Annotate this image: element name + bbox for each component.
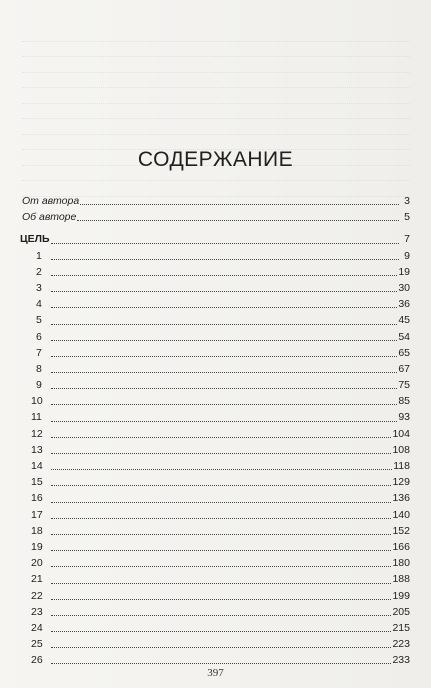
toc-chapter-number: 23 <box>31 605 43 618</box>
dot-leader <box>51 484 391 486</box>
toc-row-chapter <box>20 329 410 345</box>
toc-chapter-number: 19 <box>31 540 43 553</box>
dot-leader <box>51 339 397 341</box>
toc-chapter-number: 18 <box>31 524 43 537</box>
toc-page: 93 <box>398 411 410 424</box>
toc-row-chapter <box>20 474 410 490</box>
toc-row-chapter <box>20 604 410 620</box>
toc-chapter-number: 9 <box>36 379 42 392</box>
dot-leader <box>51 452 391 454</box>
dot-leader <box>51 420 397 422</box>
dot-leader <box>51 403 397 405</box>
toc-page: 54 <box>398 330 410 343</box>
toc-page: 215 <box>392 621 410 634</box>
dot-leader <box>51 290 397 292</box>
page-title: СОДЕРЖАНИЕ <box>137 148 294 171</box>
toc-row-chapter <box>20 588 410 604</box>
toc-row-chapter <box>20 361 410 377</box>
dot-leader <box>51 630 391 632</box>
dot-leader <box>51 598 391 600</box>
toc-page: 3 <box>404 195 410 207</box>
toc-page: 233 <box>392 654 410 667</box>
toc-page: 180 <box>392 557 410 570</box>
dot-leader <box>51 258 399 260</box>
toc-page: 205 <box>392 605 410 618</box>
toc-page: 67 <box>398 362 410 375</box>
dot-leader <box>51 323 397 325</box>
toc-page: 36 <box>398 298 410 311</box>
dot-leader <box>51 549 391 551</box>
dot-leader <box>51 501 391 503</box>
dot-leader <box>51 436 391 438</box>
toc-chapter-number: 26 <box>31 654 43 667</box>
toc-page: 9 <box>404 249 410 262</box>
toc-chapter-number: 25 <box>31 638 43 651</box>
toc-page: 188 <box>392 573 410 586</box>
toc-chapter-number: 13 <box>31 443 43 456</box>
dot-leader <box>51 533 391 535</box>
toc-page: 118 <box>393 460 410 472</box>
table-of-contents <box>20 193 410 668</box>
toc-chapter-number: 20 <box>31 557 43 570</box>
toc-row-chapter <box>20 345 410 361</box>
toc-page: 140 <box>392 508 410 521</box>
toc-label: От автора <box>22 195 80 207</box>
toc-chapter-number: 14 <box>31 460 43 472</box>
toc-page: 108 <box>392 443 410 456</box>
toc-row-chapter <box>20 636 410 652</box>
toc-row-chapter <box>20 523 410 539</box>
toc-chapter-number: 11 <box>31 411 42 424</box>
toc-chapter-number: 4 <box>36 298 42 311</box>
toc-page: 5 <box>404 211 410 224</box>
toc-row-chapter <box>20 393 410 409</box>
toc-row-chapter <box>20 264 410 280</box>
dot-leader <box>51 582 391 584</box>
toc-row-chapter <box>20 539 410 555</box>
toc-page: 65 <box>398 346 410 359</box>
dot-leader <box>77 219 399 221</box>
toc-page: 152 <box>392 524 410 537</box>
dot-leader <box>51 371 397 373</box>
toc-chapter-number: 17 <box>31 508 43 521</box>
toc-row-chapter <box>20 571 410 587</box>
toc-row-chapter <box>20 555 410 571</box>
page-number: 397 <box>207 667 224 679</box>
toc-chapter-number: 8 <box>36 362 42 375</box>
toc-row-chapter <box>20 507 410 523</box>
toc-row-chapter <box>20 312 410 328</box>
toc-page: 199 <box>392 589 410 602</box>
toc-page: 85 <box>398 395 410 408</box>
toc-row-chapter <box>20 490 410 506</box>
toc-page: 136 <box>392 492 410 505</box>
dot-leader <box>51 306 397 308</box>
toc-chapter-number: 22 <box>31 589 43 602</box>
dot-leader <box>51 355 397 357</box>
toc-page: 166 <box>392 540 410 553</box>
dot-leader <box>51 614 391 616</box>
toc-chapter-number: 7 <box>36 346 42 359</box>
toc-page: 223 <box>392 638 410 651</box>
toc-chapter-number: 16 <box>31 492 43 505</box>
toc-chapter-number: 3 <box>36 281 42 294</box>
toc-row-section <box>20 231 410 247</box>
dot-leader <box>51 517 391 519</box>
toc-label: Об авторе <box>22 211 77 224</box>
toc-chapter-number: 6 <box>36 330 42 343</box>
toc-row-chapter <box>20 409 410 425</box>
dot-leader <box>51 468 392 470</box>
dot-leader <box>51 242 399 244</box>
toc-chapter-number: 12 <box>31 427 43 440</box>
toc-row-chapter <box>20 652 410 668</box>
toc-row-front-1 <box>20 193 410 209</box>
dot-leader <box>51 662 391 664</box>
toc-page: 19 <box>398 265 410 278</box>
toc-chapter-number: 24 <box>31 621 43 634</box>
dot-leader <box>51 565 391 567</box>
toc-row-chapter <box>20 458 410 474</box>
toc-page: 45 <box>398 314 410 327</box>
toc-row-chapter <box>20 620 410 636</box>
toc-row-chapter <box>20 248 410 264</box>
toc-row-chapter <box>20 280 410 296</box>
dot-leader <box>51 387 397 389</box>
toc-chapter-number: 2 <box>36 265 42 278</box>
chapter-list <box>20 248 410 669</box>
toc-page: 129 <box>392 476 410 489</box>
toc-row-chapter <box>20 377 410 393</box>
toc-page: 104 <box>392 427 410 440</box>
toc-chapter-number: 10 <box>31 395 43 408</box>
dot-leader <box>80 203 399 205</box>
toc-section-label: ЦЕЛЬ <box>20 233 50 246</box>
toc-page: 7 <box>404 233 410 246</box>
toc-chapter-number: 5 <box>36 314 42 327</box>
toc-row-chapter <box>20 426 410 442</box>
dot-leader <box>51 274 397 276</box>
toc-row-chapter <box>20 442 410 458</box>
toc-chapter-number: 15 <box>31 476 43 489</box>
toc-page: 75 <box>398 379 410 392</box>
toc-chapter-number: 21 <box>31 573 43 586</box>
toc-row-front-2 <box>20 209 410 225</box>
toc-page: 30 <box>398 281 410 294</box>
toc-row-chapter <box>20 296 410 312</box>
dot-leader <box>51 646 391 648</box>
toc-chapter-number: 1 <box>36 249 42 262</box>
